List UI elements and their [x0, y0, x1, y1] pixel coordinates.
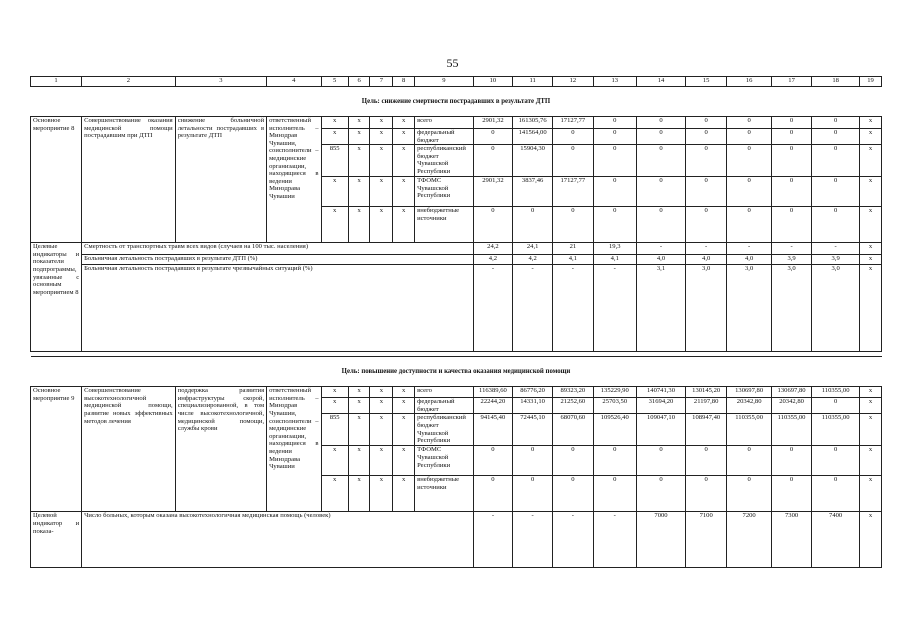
code-cell: x — [348, 207, 370, 243]
funding-source: республиканский бюджет Чувашской Республики — [415, 145, 474, 177]
code-cell: x — [321, 177, 348, 207]
code-cell: x — [393, 117, 415, 129]
code-cell: x — [348, 145, 370, 177]
program-table — [30, 76, 882, 568]
code-cell: x — [370, 145, 393, 177]
funding-value: 161305,76 — [513, 117, 553, 129]
code-cell: 855 — [321, 414, 348, 446]
indicator-value: 24,1 — [513, 243, 553, 255]
code-cell: x — [348, 446, 370, 476]
table-body — [31, 77, 882, 568]
code-cell: x — [393, 177, 415, 207]
funding-value: 0 — [685, 145, 726, 177]
indicator-value: 4,0 — [727, 255, 772, 265]
indicator-row — [31, 512, 882, 568]
funding-value: 0 — [727, 177, 772, 207]
code-cell: x — [370, 414, 393, 446]
funding-value: 108947,40 — [685, 414, 726, 446]
funding-value: 21252,60 — [553, 398, 593, 414]
funding-value: 0 — [685, 129, 726, 145]
funding-value: 0 — [685, 117, 726, 129]
funding-value: 20342,80 — [727, 398, 772, 414]
code-cell: x — [321, 387, 348, 398]
indicator-value: 4,0 — [685, 255, 726, 265]
indicator-value: 4,2 — [473, 255, 512, 265]
indicator-value: 3,0 — [685, 265, 726, 352]
code-cell: x — [393, 129, 415, 145]
funding-value: 14331,10 — [513, 398, 553, 414]
code-cell: x — [370, 446, 393, 476]
funding-value: 0 — [771, 207, 811, 243]
funding-value: 0 — [637, 476, 686, 512]
funding-value: 110355,00 — [812, 414, 860, 446]
funding-value: 0 — [473, 145, 512, 177]
funding-value: 15904,30 — [513, 145, 553, 177]
funding-value: 2901,32 — [473, 177, 512, 207]
indicator-value: - — [513, 265, 553, 352]
funding-value: 0 — [553, 207, 593, 243]
funding-value: 0 — [553, 476, 593, 512]
code-cell: x — [860, 414, 882, 446]
funding-source: внебюджетные источники — [415, 476, 474, 512]
indicator-row — [31, 255, 882, 265]
indicator-name: Больничная летальность пострадавших в результате ДТП (%) — [82, 255, 474, 265]
indicator-value: 24,2 — [473, 243, 512, 255]
section-goal-row — [31, 357, 882, 387]
funding-value: 0 — [812, 145, 860, 177]
event-responsible: ответственный исполнитель – Минздрав Чувашии, соисполнители – медицинские организации, находящиеся в ведении Минздрава Чувашии — [267, 117, 321, 243]
funding-value: 17127,77 — [553, 177, 593, 207]
column-number: 6 — [348, 77, 370, 87]
code-cell: x — [321, 476, 348, 512]
funding-value: 130697,80 — [771, 387, 811, 398]
column-number-row — [31, 77, 882, 87]
code-cell: x — [393, 387, 415, 398]
code-cell: x — [860, 446, 882, 476]
code-cell: x — [860, 512, 882, 568]
code-cell: x — [348, 414, 370, 446]
funding-value: 31694,20 — [637, 398, 686, 414]
code-cell: x — [370, 387, 393, 398]
funding-value: 89323,20 — [553, 387, 593, 398]
funding-value: 110355,00 — [727, 414, 772, 446]
funding-value: 0 — [473, 476, 512, 512]
funding-value: 25703,50 — [593, 398, 637, 414]
page-number: 55 — [446, 56, 459, 70]
funding-value: 68070,60 — [553, 414, 593, 446]
funding-source: ТФОМС Чувашской Республики — [415, 446, 474, 476]
indicator-value: 7300 — [771, 512, 811, 568]
code-cell: x — [370, 129, 393, 145]
column-number: 4 — [267, 77, 321, 87]
indicator-value: - — [553, 265, 593, 352]
funding-value: 0 — [771, 117, 811, 129]
funding-value: 0 — [771, 145, 811, 177]
funding-value: 0 — [771, 177, 811, 207]
funding-source: федеральный бюджет — [415, 398, 474, 414]
indicator-value: - — [593, 265, 637, 352]
funding-source: ТФОМС Чувашской Республики — [415, 177, 474, 207]
event-label: Основное мероприятие 8 — [31, 117, 82, 243]
funding-value: 0 — [593, 117, 637, 129]
code-cell: x — [860, 117, 882, 129]
funding-value: 0 — [727, 117, 772, 129]
column-number: 19 — [860, 77, 882, 87]
indicator-row — [31, 243, 882, 255]
funding-value: 0 — [812, 117, 860, 129]
funding-value: 0 — [727, 446, 772, 476]
funding-value: 0 — [513, 446, 553, 476]
funding-value: 17127,77 — [553, 117, 593, 129]
code-cell: x — [321, 129, 348, 145]
funding-value: 0 — [685, 476, 726, 512]
event-responsible: ответственный исполнитель – Минздрав Чувашии, соисполнители – медицинские организации, находящиеся в ведении Минздрава Чувашии — [267, 387, 321, 512]
funding-value: 110355,00 — [812, 387, 860, 398]
code-cell: x — [860, 265, 882, 352]
event-name: Совершенствование высокотехнологичной медицинской помощи, развитие новых эффективных методов лечения — [82, 387, 176, 512]
column-number: 18 — [812, 77, 860, 87]
funding-value: 0 — [812, 207, 860, 243]
indicator-value: - — [473, 265, 512, 352]
funding-value: 0 — [812, 129, 860, 145]
indicator-value: - — [685, 243, 726, 255]
funding-value: 0 — [727, 145, 772, 177]
indicator-value: - — [637, 243, 686, 255]
indicator-value: - — [553, 512, 593, 568]
funding-value: 72445,10 — [513, 414, 553, 446]
code-cell: x — [321, 207, 348, 243]
funding-value: 20342,80 — [771, 398, 811, 414]
funding-value: 110355,00 — [771, 414, 811, 446]
funding-value: 130145,20 — [685, 387, 726, 398]
column-number: 5 — [321, 77, 348, 87]
funding-value: 0 — [771, 476, 811, 512]
code-cell: x — [860, 177, 882, 207]
code-cell: x — [860, 129, 882, 145]
indicator-value: 3,9 — [812, 255, 860, 265]
indicator-value: 4,2 — [513, 255, 553, 265]
indicator-value: - — [513, 512, 553, 568]
indicator-value: 7000 — [637, 512, 686, 568]
funding-value: 0 — [812, 177, 860, 207]
funding-value: 0 — [513, 476, 553, 512]
code-cell: x — [370, 207, 393, 243]
funding-value: 86776,20 — [513, 387, 553, 398]
code-cell: x — [370, 398, 393, 414]
event-name: Совершенствование оказания медицинской помощи пострадавшим при ДТП — [82, 117, 176, 243]
code-cell: x — [393, 398, 415, 414]
funding-value: 0 — [812, 398, 860, 414]
column-number: 14 — [637, 77, 686, 87]
indicator-value: 3,1 — [637, 265, 686, 352]
column-number: 7 — [370, 77, 393, 87]
funding-value: 0 — [513, 207, 553, 243]
column-number: 8 — [393, 77, 415, 87]
event-label: Основное мероприятие 9 — [31, 387, 82, 512]
code-cell: x — [348, 387, 370, 398]
code-cell: x — [393, 414, 415, 446]
column-number: 2 — [82, 77, 176, 87]
indicator-value: - — [812, 243, 860, 255]
code-cell: x — [348, 476, 370, 512]
indicator-value: 21 — [553, 243, 593, 255]
code-cell: x — [393, 476, 415, 512]
indicator-value: 3,0 — [812, 265, 860, 352]
indicator-value: 4,1 — [593, 255, 637, 265]
column-number: 16 — [727, 77, 772, 87]
funding-value: 0 — [727, 207, 772, 243]
funding-row — [31, 387, 882, 398]
funding-value: 0 — [473, 207, 512, 243]
funding-value: 0 — [553, 129, 593, 145]
column-number: 10 — [473, 77, 512, 87]
indicator-value: 7100 — [685, 512, 726, 568]
funding-source: всего — [415, 387, 474, 398]
code-cell: x — [370, 476, 393, 512]
code-cell: x — [860, 145, 882, 177]
code-cell: x — [348, 177, 370, 207]
indicator-name: Больничная летальность пострадавших в результате чрезвычайных ситуаций (%) — [82, 265, 474, 352]
indicator-value: 19,3 — [593, 243, 637, 255]
code-cell: 855 — [321, 145, 348, 177]
funding-value: 0 — [727, 476, 772, 512]
funding-value: 135229,90 — [593, 387, 637, 398]
funding-value: 0 — [593, 129, 637, 145]
event-purpose: снижение больничной летальности пострадавших в результате ДТП — [175, 117, 266, 243]
indicator-value: 4,0 — [637, 255, 686, 265]
code-cell: x — [348, 398, 370, 414]
funding-value: 0 — [637, 145, 686, 177]
indicator-value: - — [473, 512, 512, 568]
funding-value: 0 — [473, 446, 512, 476]
event-purpose: поддержка развития инфраструктуры скорой, специализированной, в том числе высокотехнологичной, медицинской помощи, службы крови — [175, 387, 266, 512]
funding-value: 0 — [637, 177, 686, 207]
column-number: 12 — [553, 77, 593, 87]
indicator-name: Смертность от транспортных травм всех видов (случаев на 100 тыс. населения) — [82, 243, 474, 255]
code-cell: x — [370, 117, 393, 129]
funding-value: 0 — [685, 446, 726, 476]
funding-value: 0 — [812, 476, 860, 512]
column-number: 9 — [415, 77, 474, 87]
indicator-value: - — [593, 512, 637, 568]
funding-value: 0 — [637, 446, 686, 476]
indicator-value: 3,9 — [771, 255, 811, 265]
code-cell: x — [860, 476, 882, 512]
indicator-value: 7200 — [727, 512, 772, 568]
funding-value: 0 — [771, 129, 811, 145]
section-goal: Цель: снижение смертности пострадавших в результате ДТП — [31, 87, 882, 117]
code-cell: x — [348, 129, 370, 145]
code-cell: x — [321, 117, 348, 129]
indicators-label: Целевой индикатор и показа- — [31, 512, 82, 568]
funding-value: 94145,40 — [473, 414, 512, 446]
funding-source: всего — [415, 117, 474, 129]
funding-value: 116389,60 — [473, 387, 512, 398]
indicator-value: 7400 — [812, 512, 860, 568]
code-cell: x — [860, 207, 882, 243]
code-cell: x — [860, 398, 882, 414]
column-number: 1 — [31, 77, 82, 87]
funding-value: 0 — [593, 476, 637, 512]
code-cell: x — [860, 243, 882, 255]
funding-value: 0 — [812, 446, 860, 476]
funding-value: 0 — [593, 207, 637, 243]
indicator-name: Число больных, которым оказана высокотехнологичная медицинская помощь (человек) — [82, 512, 474, 568]
funding-value: 0 — [593, 446, 637, 476]
funding-value: 21197,80 — [685, 398, 726, 414]
funding-value: 140741,30 — [637, 387, 686, 398]
column-number: 11 — [513, 77, 553, 87]
code-cell: x — [393, 446, 415, 476]
funding-value: 0 — [685, 207, 726, 243]
code-cell: x — [321, 398, 348, 414]
funding-value: 0 — [727, 129, 772, 145]
indicator-row — [31, 265, 882, 352]
funding-value: 2901,32 — [473, 117, 512, 129]
funding-value: 0 — [593, 177, 637, 207]
code-cell: x — [393, 207, 415, 243]
funding-value: 109047,10 — [637, 414, 686, 446]
funding-value: 0 — [637, 129, 686, 145]
funding-value: 22244,20 — [473, 398, 512, 414]
funding-source: внебюджетные источники — [415, 207, 474, 243]
funding-value: 0 — [637, 207, 686, 243]
code-cell: x — [860, 255, 882, 265]
code-cell: x — [348, 117, 370, 129]
funding-value: 3837,46 — [513, 177, 553, 207]
funding-row — [31, 117, 882, 129]
code-cell: x — [860, 387, 882, 398]
funding-value: 0 — [553, 145, 593, 177]
funding-value: 0 — [771, 446, 811, 476]
funding-value: 109526,40 — [593, 414, 637, 446]
indicator-value: 3,0 — [727, 265, 772, 352]
indicator-value: - — [727, 243, 772, 255]
funding-value: 141564,00 — [513, 129, 553, 145]
code-cell: x — [321, 446, 348, 476]
funding-value: 0 — [637, 117, 686, 129]
column-number: 13 — [593, 77, 637, 87]
funding-source: федеральный бюджет — [415, 129, 474, 145]
indicator-value: 4,1 — [553, 255, 593, 265]
indicators-label: Целевые индикаторы и показатели подпрограммы, увязанные с основным мероприятием 8 — [31, 243, 82, 352]
column-number: 3 — [175, 77, 266, 87]
funding-source: республиканский бюджет Чувашской Республики — [415, 414, 474, 446]
section-goal-row — [31, 87, 882, 117]
funding-value: 0 — [685, 177, 726, 207]
funding-value: 0 — [593, 145, 637, 177]
column-number: 17 — [771, 77, 811, 87]
code-cell: x — [370, 177, 393, 207]
indicator-value: 3,0 — [771, 265, 811, 352]
indicator-value: - — [771, 243, 811, 255]
code-cell: x — [393, 145, 415, 177]
section-goal: Цель: повышение доступности и качества оказания медицинской помощи — [31, 357, 882, 387]
funding-value: 0 — [553, 446, 593, 476]
column-number: 15 — [685, 77, 726, 87]
funding-value: 0 — [473, 129, 512, 145]
funding-value: 130697,80 — [727, 387, 772, 398]
